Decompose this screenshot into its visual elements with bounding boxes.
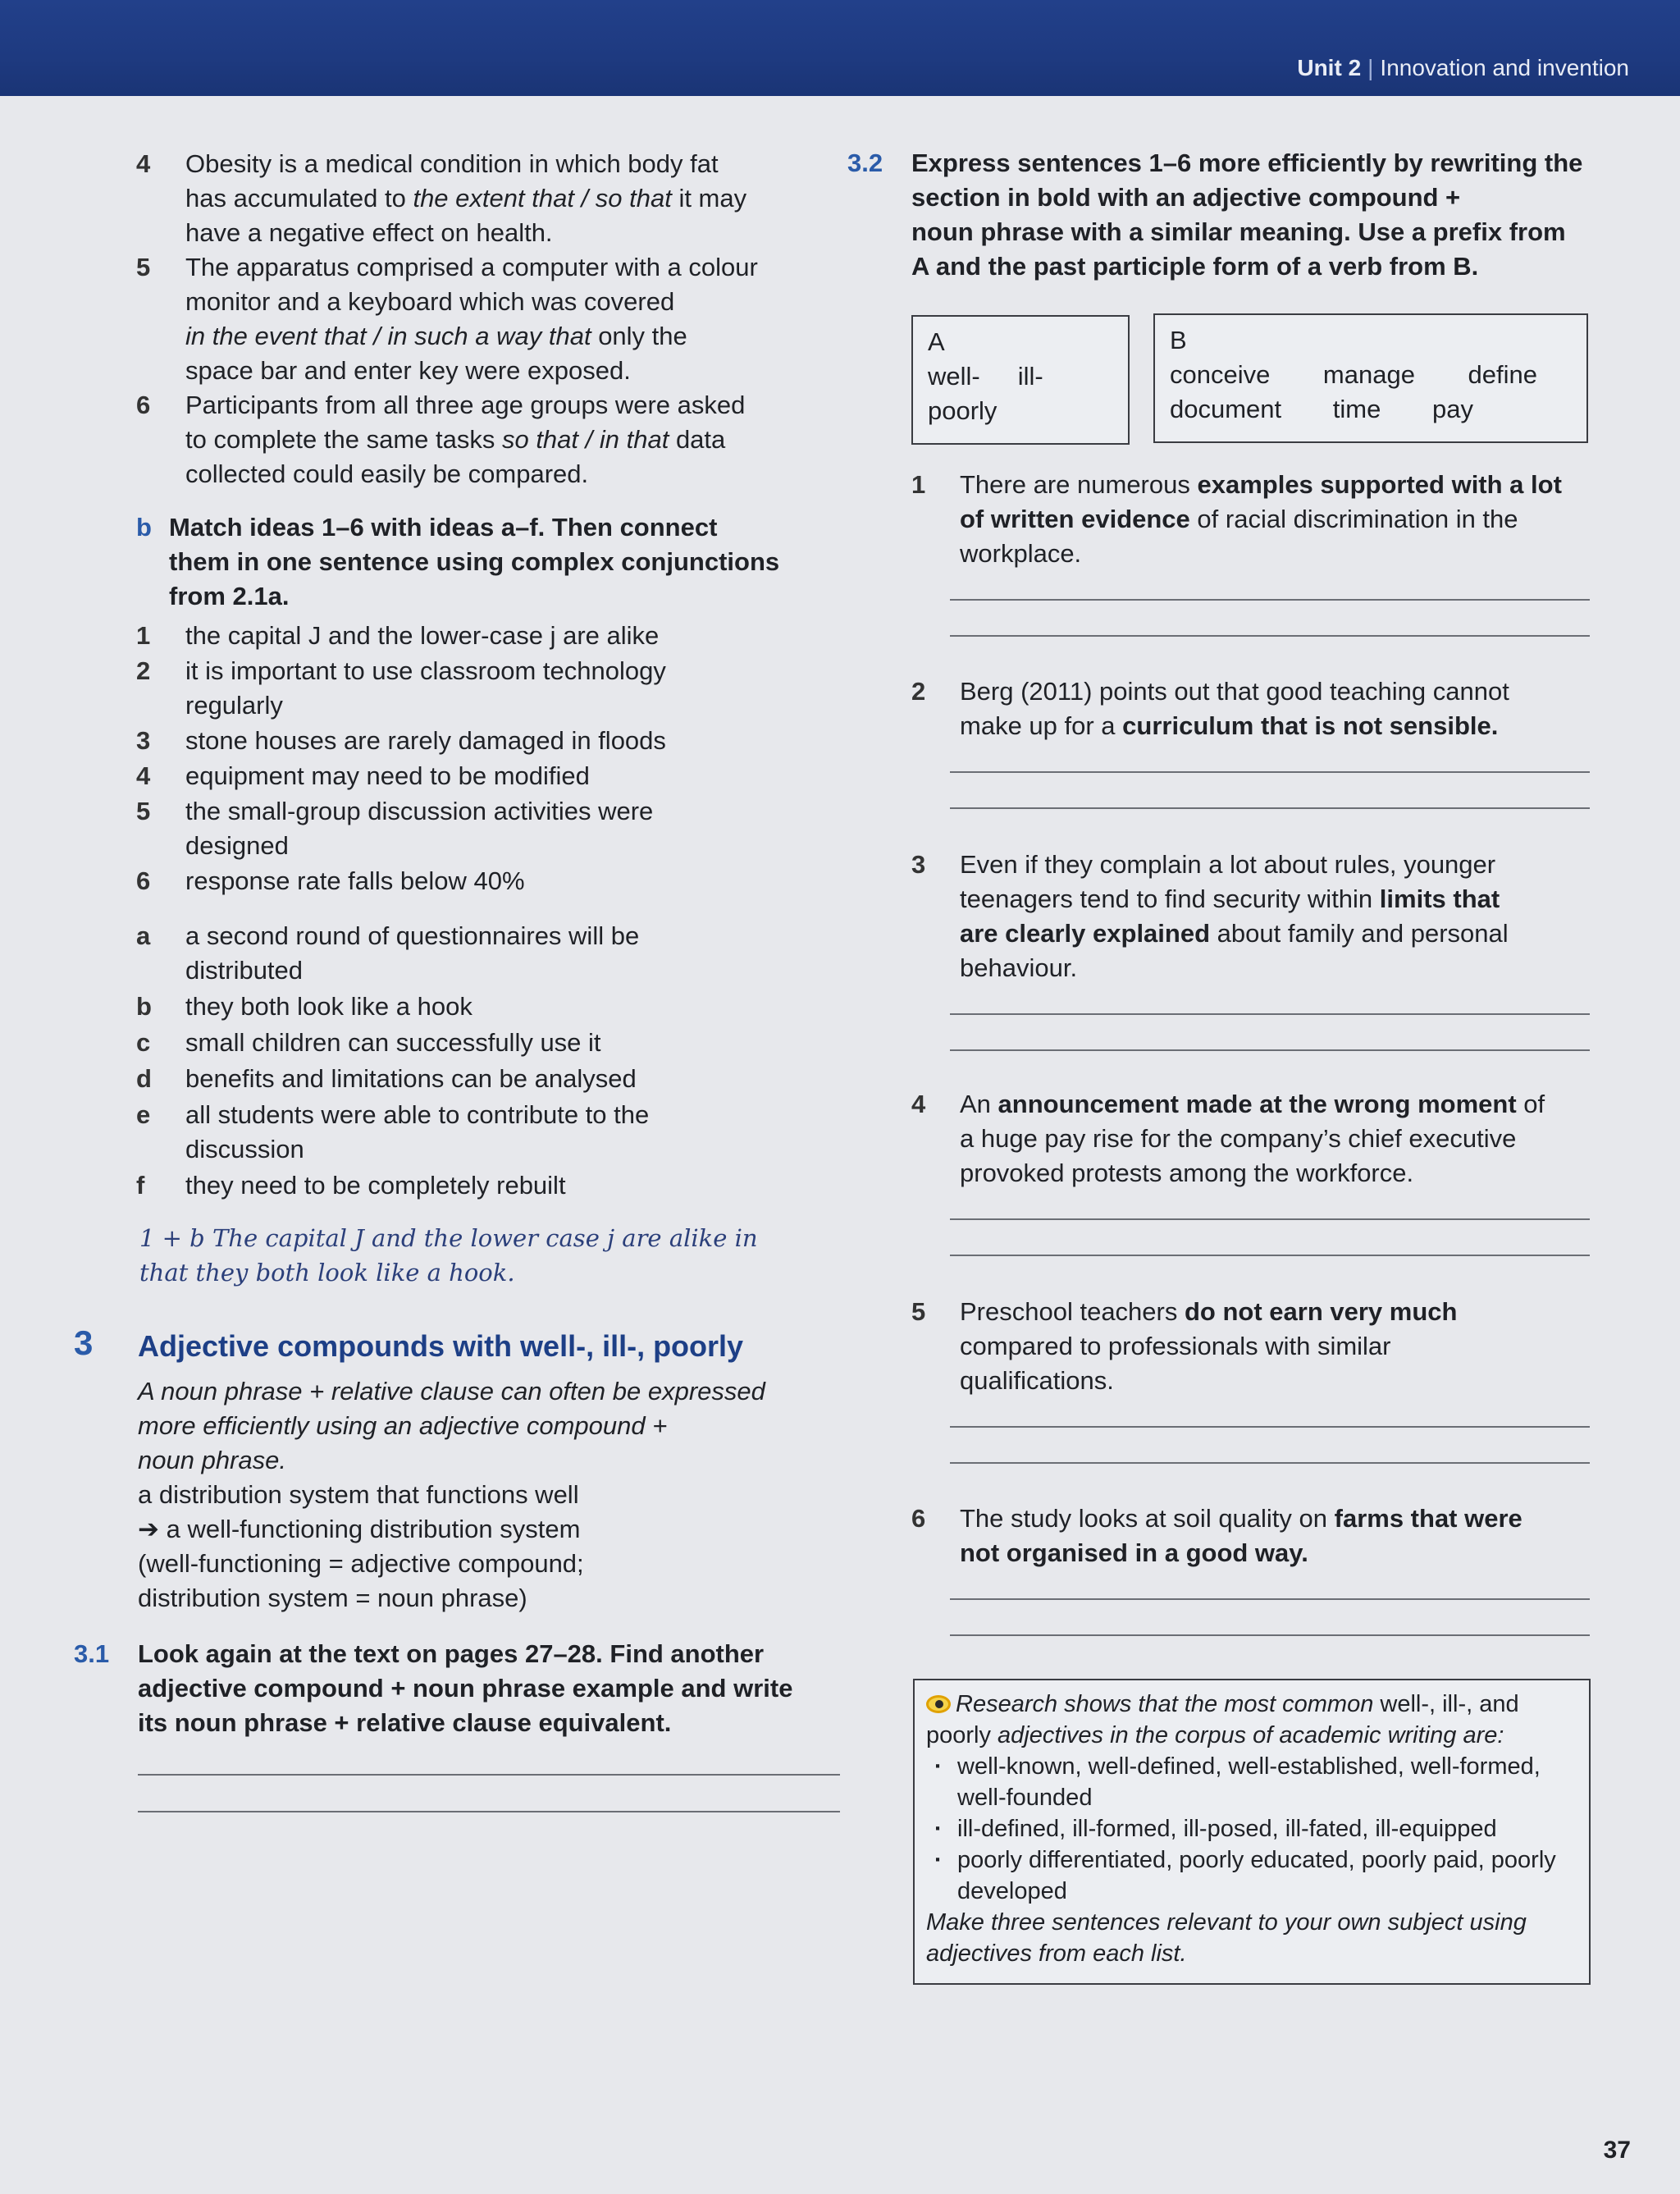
idea-letter-item-number: f — [136, 1171, 145, 1200]
item-line — [185, 1168, 566, 1203]
line-text: stone houses are rarely damaged in floods — [185, 726, 666, 755]
question-line — [960, 674, 1600, 709]
emphasis-text: farms that were — [1334, 1504, 1522, 1533]
exercise-b-label: b — [136, 513, 152, 542]
item-line — [185, 1062, 637, 1096]
research-list-well: · well-known, well-defined, well-established, well-formed, well-founded — [926, 1751, 1577, 1813]
line-text: data — [669, 425, 726, 454]
line-text: small children can successfully use it — [185, 1028, 601, 1057]
question-text — [960, 1087, 1600, 1191]
question-line — [960, 537, 1600, 571]
idea-letter-item — [185, 1026, 601, 1060]
line-text: all students were able to contribute to the — [185, 1100, 650, 1129]
question-line — [960, 1502, 1600, 1536]
box-a-label: A — [928, 327, 945, 356]
emphasis-text: announcement made at the wrong moment — [998, 1090, 1517, 1118]
research-intro-text: Research shows that the most common — [956, 1691, 1381, 1717]
item-line — [185, 953, 639, 988]
item-number: 5 — [136, 253, 151, 281]
section-3-title: Adjective compounds with well-, ill-, poorly — [138, 1329, 744, 1363]
question-text — [960, 1295, 1600, 1398]
answer-line[interactable] — [138, 1811, 840, 1812]
item-line — [185, 759, 590, 793]
answer-line[interactable] — [950, 1255, 1590, 1256]
research-list-poorly: · poorly differentiated, poorly educated, poorly paid, poorly developed — [926, 1844, 1577, 1907]
instr-line: Look again at the text on pages 27–28. Find another — [138, 1639, 765, 1668]
research-intro — [926, 1689, 1577, 1751]
line-text: of racial discrimination in the — [1189, 505, 1518, 533]
line-text: have a negative effect on health. — [185, 218, 553, 247]
research-intro-text: adjectives in the corpus of academic writing are: — [991, 1722, 1504, 1748]
answer-line[interactable] — [950, 1462, 1590, 1464]
unit-label: Unit 2 — [1297, 55, 1362, 80]
exercise-b-instruction — [169, 510, 842, 614]
emphasis-text: in the event that / in such a way that — [185, 322, 591, 350]
line-text: about family and personal — [1210, 919, 1509, 948]
answer-line[interactable] — [950, 771, 1590, 773]
answer-line[interactable] — [138, 1774, 840, 1776]
idea-letter-item-number: e — [136, 1100, 151, 1129]
section-3-intro — [138, 1374, 843, 1478]
question-line — [960, 848, 1600, 882]
exercise-3-2-instruction — [911, 146, 1600, 284]
emphasis-text: of written evidence — [960, 505, 1190, 533]
example-note: distribution system = noun phrase) — [138, 1584, 527, 1612]
emphasis-text: are clearly explained — [960, 919, 1211, 948]
research-intro-poorly: poorly — [926, 1722, 991, 1748]
idea-letter-item-number: b — [136, 992, 152, 1021]
line-text: distributed — [185, 956, 304, 985]
box-a-row — [928, 359, 1113, 394]
idea-number-item-number: 4 — [136, 761, 151, 790]
question-line — [960, 1536, 1600, 1570]
verb-box-b — [1153, 313, 1588, 443]
line-text: to complete the same tasks — [185, 425, 502, 454]
line-text: benefits and limitations can be analysed — [185, 1064, 637, 1093]
question-line — [960, 1295, 1600, 1329]
instr-line: adjective compound + noun phrase example and write — [138, 1674, 793, 1703]
research-intro-prefixes: well-, ill-, and — [1380, 1691, 1519, 1717]
question-text — [960, 848, 1600, 985]
section-3-example — [138, 1478, 843, 1616]
line-text: monitor and a keyboard which was covered — [185, 287, 675, 316]
example-line: that they both look like a hook. — [139, 1259, 515, 1287]
example-phrase: a distribution system that functions well — [138, 1480, 579, 1509]
item-line — [185, 457, 745, 491]
idea-letter-item-number: d — [136, 1064, 152, 1093]
line-text: designed — [185, 831, 289, 860]
verb-item: pay — [1432, 395, 1473, 423]
verb-item: conceive — [1170, 360, 1271, 389]
instr-line: Express sentences 1–6 more efficiently by rewriting the — [911, 149, 1583, 177]
question-text — [960, 468, 1600, 571]
answer-line[interactable] — [950, 635, 1590, 637]
question-line — [960, 1364, 1600, 1398]
idea-letter-item — [185, 1098, 649, 1167]
research-list-ill: · ill-defined, ill-formed, ill-posed, ill-fated, ill-equipped — [926, 1813, 1577, 1844]
item-line — [185, 423, 745, 457]
question-line — [960, 882, 1600, 916]
line-text: compared to professionals with similar — [960, 1332, 1391, 1360]
line-text: a second round of questionnaires will be — [185, 921, 640, 950]
line-text: response rate falls below 40% — [185, 866, 525, 895]
idea-letter-item — [185, 1168, 566, 1203]
item-line — [185, 829, 653, 863]
item-line — [185, 388, 745, 423]
instr-line: from 2.1a. — [169, 582, 290, 610]
emphasis-text: so that / in that — [501, 425, 669, 454]
question-number: 5 — [911, 1297, 926, 1326]
question-line — [960, 709, 1600, 743]
line-text: behaviour. — [960, 953, 1078, 982]
question-line — [960, 1122, 1600, 1156]
verb-item: time — [1332, 395, 1381, 423]
question-line — [960, 1087, 1600, 1122]
answer-line[interactable] — [950, 1218, 1590, 1220]
prefix-poorly: poorly — [928, 396, 998, 425]
example-compound: ➔ a well-functioning distribution system — [138, 1515, 581, 1543]
item-line — [185, 1098, 649, 1132]
question-line — [960, 916, 1600, 951]
line-text: it may — [671, 184, 747, 213]
line-text: qualifications. — [960, 1366, 1114, 1395]
example-note: (well-functioning = adjective compound; — [138, 1549, 584, 1578]
item-line — [185, 919, 639, 953]
intro-line: A noun phrase + relative clause can often be expressed — [138, 1377, 765, 1406]
line-text: The apparatus comprised a computer with a colour — [185, 253, 758, 281]
idea-number-item — [185, 654, 666, 723]
emphasis-text: limits that — [1379, 884, 1500, 913]
item-line — [185, 990, 472, 1024]
research-task: Make three sentences relevant to your own subject using adjectives from each list. — [926, 1909, 1527, 1967]
line-text: Obesity is a medical condition in which body fat — [185, 149, 719, 178]
line-text: has accumulated to — [185, 184, 413, 213]
idea-number-item-number: 5 — [136, 797, 151, 825]
item-line — [185, 724, 666, 758]
research-box — [913, 1679, 1591, 1985]
question-text — [960, 674, 1600, 743]
item-line — [185, 1132, 649, 1167]
answer-line[interactable] — [950, 1013, 1590, 1015]
line-text: workplace. — [960, 539, 1082, 568]
line-text: collected could easily be compared. — [185, 459, 589, 488]
item-line — [185, 688, 666, 723]
answer-line[interactable] — [950, 1634, 1590, 1636]
line-text: Berg (2011) points out that good teaching cannot — [960, 677, 1509, 706]
line-text: Participants from all three age groups were asked — [185, 391, 746, 419]
exercise-3-2-number: 3.2 — [847, 149, 883, 177]
answer-line[interactable] — [950, 1426, 1590, 1428]
eye-icon — [926, 1695, 951, 1713]
emphasis-text: do not earn very much — [1184, 1297, 1458, 1326]
intro-line: more efficiently using an adjective compound + — [138, 1411, 668, 1440]
box-b-label: B — [1170, 326, 1187, 354]
exercise-3-1-instruction — [138, 1637, 843, 1740]
answer-line[interactable] — [950, 1049, 1590, 1051]
line-text: provoked protests among the workforce. — [960, 1159, 1414, 1187]
item-line — [185, 147, 746, 181]
instr-line: its noun phrase + relative clause equivalent. — [138, 1708, 672, 1737]
emphasis-text: the extent that / so that — [413, 184, 672, 213]
idea-number-item-number: 6 — [136, 866, 151, 895]
question-number: 3 — [911, 850, 926, 879]
instr-line: them in one sentence using complex conjunctions — [169, 547, 780, 576]
header-separator: | — [1367, 55, 1374, 80]
box-b-row — [1170, 392, 1473, 427]
verb-item: define — [1468, 360, 1537, 389]
line-text: space bar and enter key were exposed. — [185, 356, 631, 385]
line-text: of — [1516, 1090, 1545, 1118]
handwritten-example — [139, 1221, 758, 1290]
line-text: it is important to use classroom technology — [185, 656, 666, 685]
line-text: regularly — [185, 691, 283, 720]
answer-line[interactable] — [950, 1598, 1590, 1600]
prefix-well: well- — [928, 362, 980, 391]
item-number: 6 — [136, 391, 151, 419]
line-text: only the — [591, 322, 687, 350]
question-text — [960, 1502, 1600, 1570]
answer-line[interactable] — [950, 807, 1590, 809]
question-number: 4 — [911, 1090, 926, 1118]
item — [185, 388, 745, 491]
line-text: Even if they complain a lot about rules, younger — [960, 850, 1496, 879]
item-line — [185, 354, 758, 388]
line-text: make up for a — [960, 711, 1123, 740]
intro-line: noun phrase. — [138, 1446, 286, 1474]
item-line — [185, 864, 525, 898]
item-number: 4 — [136, 149, 151, 178]
instr-line: noun phrase with a similar meaning. Use a prefix from — [911, 217, 1566, 246]
item — [185, 250, 758, 388]
idea-letter-item-number: c — [136, 1028, 151, 1057]
line-text: An — [960, 1090, 998, 1118]
item-line — [185, 181, 746, 216]
line-text: they need to be completely rebuilt — [185, 1171, 566, 1200]
idea-letter-item — [185, 1062, 637, 1096]
line-text: equipment may need to be modified — [185, 761, 590, 790]
instr-line: A and the past participle form of a verb from B. — [911, 252, 1479, 281]
question-line — [960, 502, 1600, 537]
line-text: teenagers tend to find security within — [960, 884, 1380, 913]
idea-letter-item — [185, 990, 472, 1024]
idea-number-item-number: 2 — [136, 656, 151, 685]
line-text: There are numerous — [960, 470, 1198, 499]
idea-number-item — [185, 724, 666, 758]
item-line — [185, 654, 666, 688]
item — [185, 147, 746, 250]
line-text: a huge pay rise for the company’s chief executive — [960, 1124, 1517, 1153]
emphasis-text: not organised in a good way. — [960, 1538, 1308, 1567]
idea-number-item-number: 3 — [136, 726, 151, 755]
question-line — [960, 951, 1600, 985]
section-3-number: 3 — [74, 1323, 94, 1362]
line-text: discussion — [185, 1135, 304, 1163]
idea-letter-item — [185, 919, 639, 988]
item-line — [185, 319, 758, 354]
idea-number-item — [185, 619, 659, 653]
item-line — [185, 285, 758, 319]
example-line: 1 + b The capital J and the lower case j are alike in — [139, 1224, 758, 1252]
item-line — [185, 250, 758, 285]
item-line — [185, 794, 653, 829]
instr-line: section in bold with an adjective compound + — [911, 183, 1461, 212]
idea-number-item — [185, 759, 590, 793]
question-line — [960, 1156, 1600, 1191]
prefix-ill: ill- — [1017, 362, 1043, 391]
idea-number-item-number: 1 — [136, 621, 151, 650]
verb-item: manage — [1322, 360, 1415, 389]
question-line — [960, 1329, 1600, 1364]
line-text: they both look like a hook — [185, 992, 472, 1021]
prefix-box-a — [911, 315, 1130, 445]
page-number: 37 — [1603, 2137, 1631, 2164]
question-number: 6 — [911, 1504, 926, 1533]
item-line — [185, 216, 746, 250]
emphasis-text: curriculum that is not sensible. — [1122, 711, 1499, 740]
line-text: Preschool teachers — [960, 1297, 1185, 1326]
item-line — [185, 1026, 601, 1060]
instr-line: Match ideas 1–6 with ideas a–f. Then connect — [169, 513, 718, 542]
question-number: 1 — [911, 470, 926, 499]
unit-title: Innovation and invention — [1380, 55, 1629, 80]
page-header-bar — [0, 0, 1680, 96]
question-number: 2 — [911, 677, 926, 706]
verb-item: document — [1170, 395, 1282, 423]
box-b-row — [1170, 358, 1537, 392]
line-text: the capital J and the lower-case j are alike — [185, 621, 660, 650]
item-line — [185, 619, 659, 653]
idea-letter-item-number: a — [136, 921, 151, 950]
answer-line[interactable] — [950, 599, 1590, 601]
idea-number-item — [185, 794, 653, 863]
line-text: The study looks at soil quality on — [960, 1504, 1335, 1533]
emphasis-text: examples supported with a lot — [1197, 470, 1562, 499]
running-head — [1297, 54, 1629, 82]
idea-number-item — [185, 864, 525, 898]
line-text: the small-group discussion activities were — [185, 797, 654, 825]
exercise-3-1-number: 3.1 — [74, 1639, 110, 1668]
question-line — [960, 468, 1600, 502]
